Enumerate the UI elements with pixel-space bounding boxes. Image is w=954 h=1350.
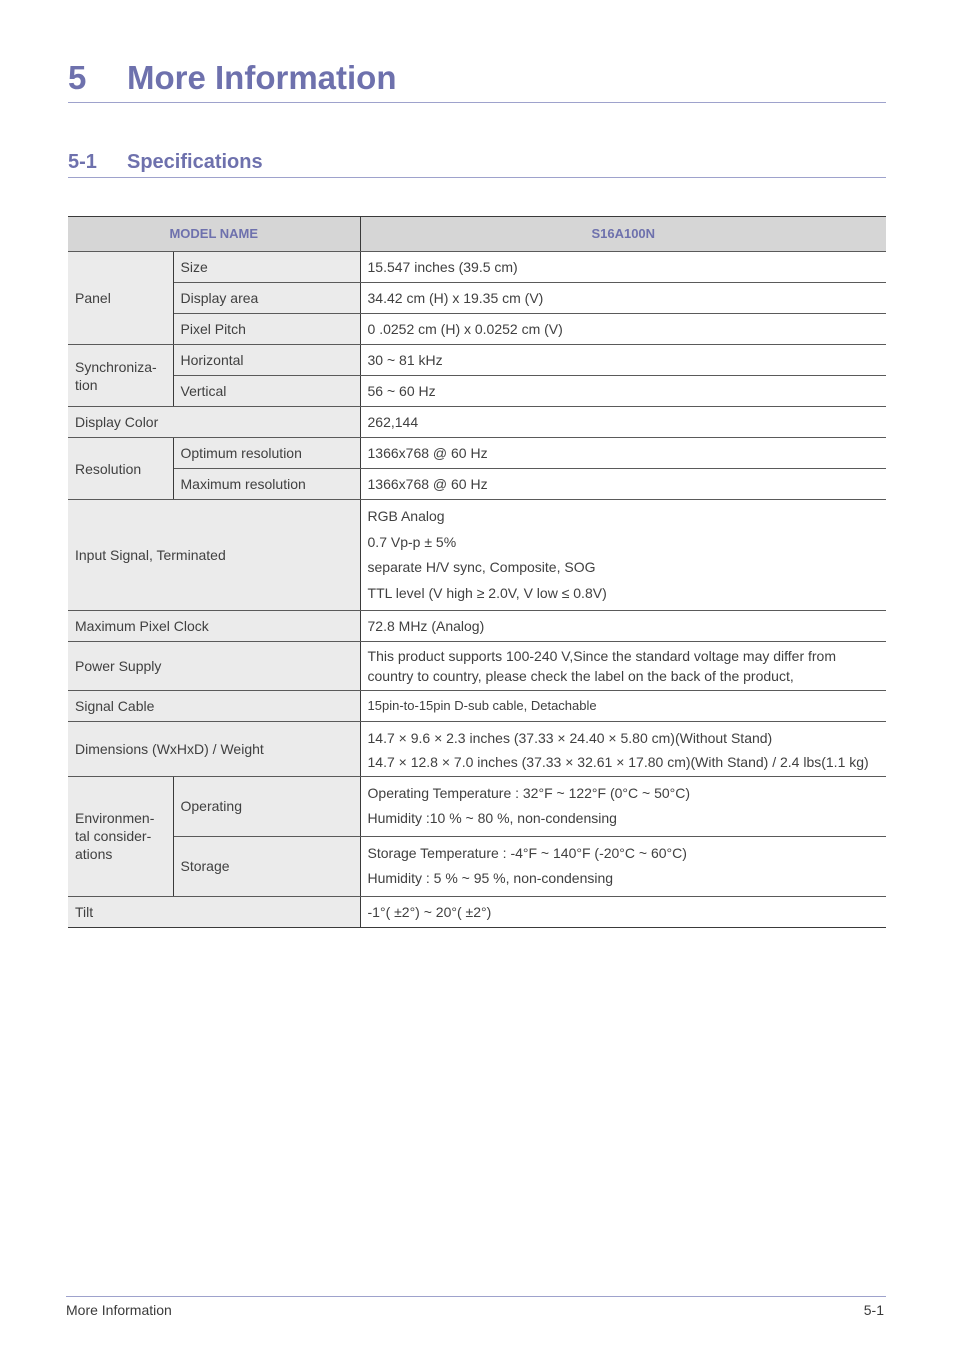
specifications-table — [68, 216, 886, 928]
tilt-label: Tilt — [68, 896, 360, 927]
vertical-value: 56 ~ 60 Hz — [360, 376, 886, 407]
table-row — [68, 407, 886, 438]
table-row — [68, 722, 886, 777]
table-row — [68, 691, 886, 722]
table-row — [68, 469, 886, 500]
table-row — [68, 314, 886, 345]
table-row — [68, 252, 886, 283]
maximum-resolution-value: 1366x768 @ 60 Hz — [360, 469, 886, 500]
section-heading — [68, 148, 886, 178]
horizontal-label: Horizontal — [173, 345, 360, 376]
display-area-label: Display area — [173, 283, 360, 314]
chapter-number: 5 — [68, 59, 87, 96]
input-signal-label: Input Signal, Terminated — [68, 500, 360, 611]
input-signal-line: RGB Analog — [367, 508, 445, 524]
storage-line: Humidity : 5 % ~ 95 %, non-condensing — [367, 870, 614, 886]
operating-label: Operating — [173, 776, 360, 836]
model-name-header: MODEL NAME — [68, 217, 360, 252]
sync-label: Synchroniza-tion — [68, 345, 173, 407]
dimensions-label: Dimensions (WxHxD) / Weight — [68, 722, 360, 777]
optimum-resolution-value: 1366x768 @ 60 Hz — [360, 438, 886, 469]
input-signal-line: separate H/V sync, Composite, SOG — [367, 559, 596, 575]
panel-label: Panel — [68, 252, 173, 345]
table-row — [68, 611, 886, 642]
pixel-clock-value: 72.8 MHz (Analog) — [360, 611, 886, 642]
tilt-value: -1°( ±2°) ~ 20°( ±2°) — [360, 896, 886, 927]
display-area-value: 34.42 cm (H) x 19.35 cm (V) — [360, 283, 886, 314]
resolution-label: Resolution — [68, 438, 173, 500]
table-row — [68, 345, 886, 376]
panel-size-value: 15.547 inches (39.5 cm) — [360, 252, 886, 283]
power-supply-value — [360, 642, 886, 691]
signal-cable-label: Signal Cable — [68, 691, 360, 722]
pixel-pitch-value: 0 .0252 cm (H) x 0.0252 cm (V) — [360, 314, 886, 345]
power-supply-label: Power Supply — [68, 642, 360, 691]
table-row — [68, 438, 886, 469]
pixel-clock-label: Maximum Pixel Clock — [68, 611, 360, 642]
optimum-resolution-label: Optimum resolution — [173, 438, 360, 469]
table-row — [68, 896, 886, 927]
table-row — [68, 500, 886, 611]
panel-size-label: Size — [173, 252, 360, 283]
display-color-label: Display Color — [68, 407, 360, 438]
section-title: Specifications — [127, 151, 263, 173]
storage-label: Storage — [173, 836, 360, 896]
chapter-title: More Information — [127, 59, 397, 96]
input-signal-line: TTL level (V high ≥ 2.0V, V low ≤ 0.8V) — [367, 584, 607, 601]
signal-cable-value: 15pin-to-15pin D-sub cable, Detachable — [360, 691, 886, 722]
pixel-pitch-label: Pixel Pitch — [173, 314, 360, 345]
dimensions-line: 14.7 × 12.8 × 7.0 inches (37.33 × 32.61 × 17.80 cm)(With Stand) / 2.4 lbs(1.1 kg) — [367, 753, 869, 770]
operating-value — [360, 776, 886, 836]
footer-title: More Information — [66, 1302, 172, 1318]
chapter-heading — [68, 56, 886, 103]
vertical-label: Vertical — [173, 376, 360, 407]
table-row — [68, 776, 886, 836]
page-footer — [66, 1296, 886, 1323]
storage-line: Storage Temperature : -4°F ~ 140°F (-20°C ~ 60°C) — [367, 844, 687, 861]
dimensions-line: 14.7 × 9.6 × 2.3 inches (37.33 × 24.40 × 5.80 cm)(Without Stand) — [367, 730, 773, 746]
input-signal-value — [360, 500, 886, 611]
table-header-row — [68, 217, 886, 252]
operating-line: Operating Temperature : 32°F ~ 122°F (0°C ~ 50°C) — [367, 784, 691, 801]
section-number: 5-1 — [68, 151, 97, 173]
horizontal-value: 30 ~ 81 kHz — [360, 345, 886, 376]
maximum-resolution-label: Maximum resolution — [173, 469, 360, 500]
operating-line: Humidity :10 % ~ 80 %, non-condensing — [367, 810, 617, 826]
display-color-value: 262,144 — [360, 407, 886, 438]
table-row — [68, 283, 886, 314]
table-row — [68, 376, 886, 407]
storage-value — [360, 836, 886, 896]
table-row — [68, 836, 886, 896]
power-supply-text: This product supports 100-240 V,Since the standard voltage may differ from country to country, please check the label on the back of the product, — [367, 648, 837, 684]
input-signal-line: 0.7 Vp-p ± 5% — [367, 533, 457, 550]
environmental-label: Environmen-tal consider-ations — [68, 776, 173, 896]
table-row — [68, 642, 886, 691]
dimensions-value — [360, 722, 886, 777]
page-number: 5-1 — [863, 1302, 884, 1318]
model-header: S16A100N — [360, 217, 886, 252]
